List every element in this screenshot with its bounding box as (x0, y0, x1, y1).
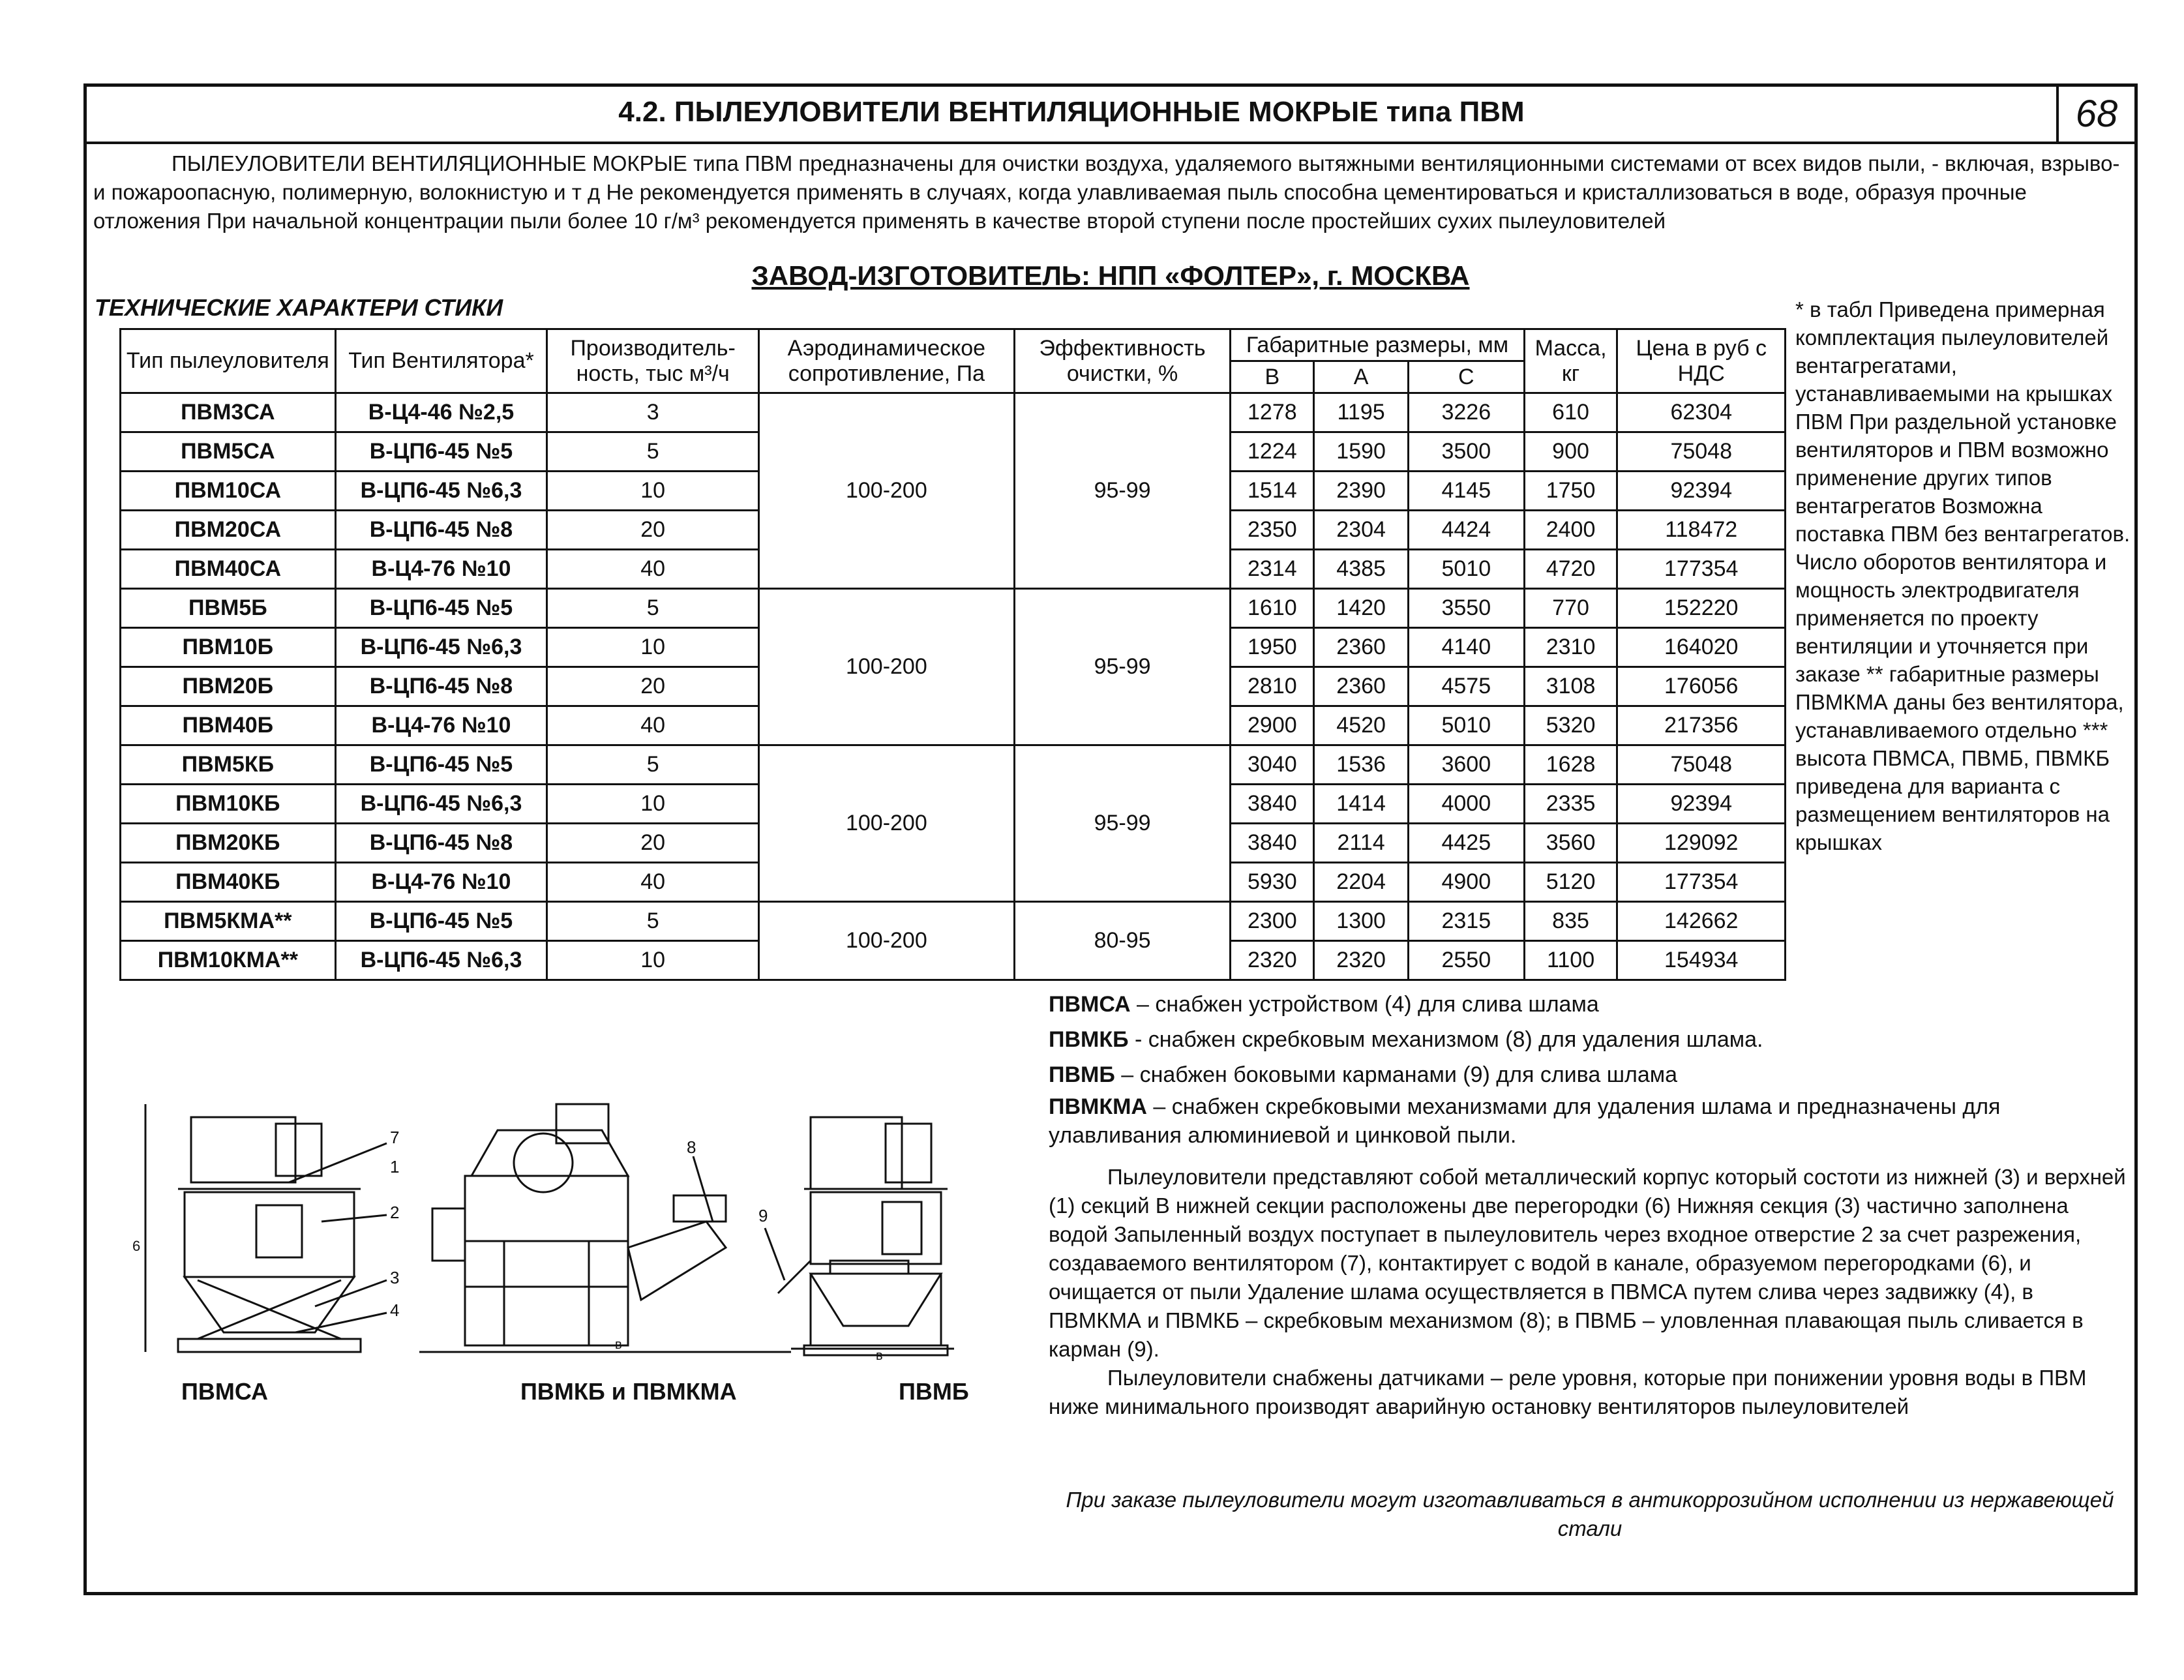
cell-dim-a: 2114 (1314, 824, 1409, 863)
table-row (121, 393, 1786, 432)
cell-type: ПВМ10КМА** (121, 941, 336, 980)
cell-mass: 1628 (1524, 745, 1617, 785)
cell-capacity: 10 (547, 628, 759, 667)
cell-capacity: 10 (547, 785, 759, 824)
svg-text:8: 8 (687, 1137, 696, 1157)
cell-dim-a: 4520 (1314, 706, 1409, 745)
cell-price: 62304 (1617, 393, 1786, 432)
svg-text:6: 6 (132, 1238, 141, 1254)
drawing-label-pvmb: ПВМБ (899, 1378, 969, 1405)
manufacturer-heading: ЗАВОД-ИЗГОТОВИТЕЛЬ: НПП «ФОЛТЕР», г. МОСКВА (751, 260, 1470, 291)
cell-dim-b: 1950 (1231, 628, 1314, 667)
svg-text:3: 3 (390, 1268, 400, 1287)
cell-price: 92394 (1617, 785, 1786, 824)
cell-dim-c: 4900 (1408, 863, 1524, 902)
cell-dim-b: 3840 (1231, 824, 1314, 863)
cell-mass: 610 (1524, 393, 1617, 432)
cell-dim-a: 2320 (1314, 941, 1409, 980)
col-header-dim-c: С (1408, 361, 1524, 393)
cell-mass: 4720 (1524, 550, 1617, 589)
cell-fan: В-ЦП6-45 №8 (335, 667, 547, 706)
page-number: 68 (2056, 87, 2134, 142)
cell-capacity: 40 (547, 550, 759, 589)
cell-fan: В-ЦП6-45 №6,3 (335, 785, 547, 824)
page-title: 4.2. ПЫЛЕУЛОВИТЕЛИ ВЕНТИЛЯЦИОННЫЕ МОКРЫЕ типа ПВМ (618, 96, 1525, 128)
svg-text:1: 1 (390, 1157, 400, 1177)
cell-fan: В-ЦП6-45 №5 (335, 589, 547, 628)
cell-fan: В-Ц4-46 №2,5 (335, 393, 547, 432)
svg-text:2: 2 (390, 1203, 400, 1222)
cell-dim-b: 2810 (1231, 667, 1314, 706)
cell-mass: 5320 (1524, 706, 1617, 745)
cell-type: ПВМ5КМА** (121, 902, 336, 941)
cell-capacity: 5 (547, 745, 759, 785)
cell-dim-c: 3600 (1408, 745, 1524, 785)
cell-capacity: 20 (547, 511, 759, 550)
cell-price: 164020 (1617, 628, 1786, 667)
cell-fan: В-Ц4-76 №10 (335, 550, 547, 589)
cell-dim-a: 1195 (1314, 393, 1409, 432)
cell-dim-c: 4000 (1408, 785, 1524, 824)
cell-dim-c: 4424 (1408, 511, 1524, 550)
cell-fan: В-ЦП6-45 №5 (335, 902, 547, 941)
cell-dim-b: 2900 (1231, 706, 1314, 745)
svg-text:7: 7 (390, 1128, 400, 1147)
cell-capacity: 40 (547, 706, 759, 745)
cell-dim-c: 5010 (1408, 550, 1524, 589)
svg-text:4: 4 (390, 1300, 400, 1320)
cell-dim-a: 2304 (1314, 511, 1409, 550)
cell-capacity: 20 (547, 667, 759, 706)
cell-price: 142662 (1617, 902, 1786, 941)
cell-fan: В-ЦП6-45 №6,3 (335, 472, 547, 511)
col-header-capacity: Производитель-ность, тыс м³/ч (547, 329, 759, 393)
cell-mass: 2310 (1524, 628, 1617, 667)
cell-type: ПВМ5Б (121, 589, 336, 628)
svg-text:в: в (615, 1338, 622, 1352)
cell-price: 152220 (1617, 589, 1786, 628)
cell-type: ПВМ20Б (121, 667, 336, 706)
col-header-efficiency: Эффективность очистки, % (1014, 329, 1231, 393)
svg-text:в: в (876, 1349, 883, 1363)
col-header-mass: Масса, кг (1524, 329, 1617, 393)
cell-fan: В-ЦП6-45 №5 (335, 432, 547, 472)
page-frame (83, 83, 2138, 1595)
cell-resistance: 100-200 (759, 589, 1015, 745)
cell-type: ПВМ40КБ (121, 863, 336, 902)
cell-price: 129092 (1617, 824, 1786, 863)
cell-fan: В-ЦП6-45 №8 (335, 511, 547, 550)
cell-price: 75048 (1617, 432, 1786, 472)
cell-dim-b: 1224 (1231, 432, 1314, 472)
cell-type: ПВМ40Б (121, 706, 336, 745)
cell-dim-a: 1590 (1314, 432, 1409, 472)
cell-type: ПВМ20КБ (121, 824, 336, 863)
table-footnotes: * в табл Приведена примерная комплектация пылеуловителей вентагрегатами, устанавливаемыми на крышках ПВМ При раздельной установке вентиляторов и ПВМ возможно применение других типов вентагрегатов Возможна поставка ПВМ без вентагрегатов. Число оборотов вентилятора и мощность электродвигателя применяется по проекту вентиляции и уточняется при заказе ** габаритные размеры ПВМКМА даны без вентилятора, устанавливаемого отдельно *** высота ПВМСА, ПВМБ, ПВМКБ приведена для варианта с размещением вентиляторов на крышках (1795, 297, 2131, 854)
cell-type: ПВМ3СА (121, 393, 336, 432)
cell-mass: 3560 (1524, 824, 1617, 863)
cell-dim-a: 2360 (1314, 667, 1409, 706)
drawing-pvmsa (126, 1091, 439, 1365)
cell-price: 217356 (1617, 706, 1786, 745)
model-note: ПВМКБ - снабжен скребковым механизмом (8) для удаления шлама. (1049, 1027, 1763, 1052)
cell-resistance: 100-200 (759, 393, 1015, 589)
cell-dim-b: 2314 (1231, 550, 1314, 589)
cell-dim-b: 2300 (1231, 902, 1314, 941)
description-paragraph: Пылеуловители снабжены датчиками – реле уровня, которые при понижении уровня воды в ПВМ ниже минимального производят аварийную остановку вентиляторов пылеуловителей (1049, 1366, 2087, 1418)
cell-price: 176056 (1617, 667, 1786, 706)
cell-fan: В-ЦП6-45 №6,3 (335, 628, 547, 667)
cell-capacity: 5 (547, 589, 759, 628)
cell-dim-a: 2204 (1314, 863, 1409, 902)
tech-characteristics-label: ТЕХНИЧЕСКИЕ ХАРАКТЕРИ СТИКИ (95, 294, 503, 321)
cell-mass: 900 (1524, 432, 1617, 472)
cell-dim-b: 1514 (1231, 472, 1314, 511)
cell-dim-b: 3840 (1231, 785, 1314, 824)
cell-dim-a: 1420 (1314, 589, 1409, 628)
table-row (121, 902, 1786, 941)
cell-capacity: 5 (547, 902, 759, 941)
cell-dim-c: 2550 (1408, 941, 1524, 980)
model-notes (1049, 987, 2131, 1150)
cell-mass: 770 (1524, 589, 1617, 628)
cell-capacity: 5 (547, 432, 759, 472)
cell-type: ПВМ10КБ (121, 785, 336, 824)
table-row (121, 589, 1786, 628)
cell-capacity: 10 (547, 472, 759, 511)
cell-fan: В-Ц4-76 №10 (335, 706, 547, 745)
cell-efficiency: 95-99 (1014, 393, 1231, 589)
description (1049, 1163, 2131, 1421)
cell-dim-c: 5010 (1408, 706, 1524, 745)
cell-fan: В-ЦП6-45 №6,3 (335, 941, 547, 980)
cell-price: 75048 (1617, 745, 1786, 785)
drawing-pvmb (739, 1091, 1013, 1365)
cell-type: ПВМ5СА (121, 432, 336, 472)
cell-dim-b: 2350 (1231, 511, 1314, 550)
title-bar (87, 87, 2134, 144)
col-header-resistance: Аэродинамическое сопротивление, Па (759, 329, 1015, 393)
cell-dim-b: 1610 (1231, 589, 1314, 628)
col-header-dim-a: А (1314, 361, 1409, 393)
cell-dim-a: 4385 (1314, 550, 1409, 589)
drawing-label-pvmsa: ПВМСА (181, 1378, 268, 1405)
cell-price: 177354 (1617, 863, 1786, 902)
cell-type: ПВМ20СА (121, 511, 336, 550)
cell-mass: 3108 (1524, 667, 1617, 706)
cell-price: 177354 (1617, 550, 1786, 589)
cell-mass: 2335 (1524, 785, 1617, 824)
model-note: ПВМСА – снабжен устройством (4) для слива шлама (1049, 992, 1599, 1017)
cell-resistance: 100-200 (759, 745, 1015, 902)
drawing-label-pvmkb: ПВМКБ и ПВМКМА (520, 1378, 737, 1405)
cell-mass: 2400 (1524, 511, 1617, 550)
col-header-dimensions: Габаритные размеры, мм (1231, 329, 1524, 361)
cell-type: ПВМ40СА (121, 550, 336, 589)
cell-mass: 1750 (1524, 472, 1617, 511)
cell-type: ПВМ10Б (121, 628, 336, 667)
cell-dim-b: 3040 (1231, 745, 1314, 785)
col-header-type: Тип пылеуловителя (121, 329, 336, 393)
cell-dim-c: 4575 (1408, 667, 1524, 706)
cell-efficiency: 80-95 (1014, 902, 1231, 980)
col-header-fan: Тип Вентилятора* (335, 329, 547, 393)
cell-efficiency: 95-99 (1014, 589, 1231, 745)
svg-text:9: 9 (758, 1206, 768, 1225)
cell-type: ПВМ10СА (121, 472, 336, 511)
cell-capacity: 40 (547, 863, 759, 902)
cell-dim-a: 2360 (1314, 628, 1409, 667)
cell-fan: В-ЦП6-45 №5 (335, 745, 547, 785)
cell-fan: В-Ц4-76 №10 (335, 863, 547, 902)
model-note: ПВМБ – снабжен боковыми карманами (9) для слива шлама (1049, 1062, 1678, 1087)
cell-dim-c: 4140 (1408, 628, 1524, 667)
cell-type: ПВМ5КБ (121, 745, 336, 785)
cell-price: 118472 (1617, 511, 1786, 550)
cell-dim-a: 1414 (1314, 785, 1409, 824)
cell-dim-c: 4425 (1408, 824, 1524, 863)
cell-capacity: 10 (547, 941, 759, 980)
cell-dim-b: 2320 (1231, 941, 1314, 980)
cell-mass: 1100 (1524, 941, 1617, 980)
cell-dim-c: 3550 (1408, 589, 1524, 628)
col-header-price: Цена в руб с НДС (1617, 329, 1786, 393)
cell-resistance: 100-200 (759, 902, 1015, 980)
cell-dim-a: 1300 (1314, 902, 1409, 941)
cell-dim-b: 1278 (1231, 393, 1314, 432)
cell-dim-a: 2390 (1314, 472, 1409, 511)
cell-capacity: 20 (547, 824, 759, 863)
cell-capacity: 3 (547, 393, 759, 432)
cell-price: 154934 (1617, 941, 1786, 980)
cell-mass: 835 (1524, 902, 1617, 941)
table-row (121, 745, 1786, 785)
cell-dim-c: 2315 (1408, 902, 1524, 941)
cell-efficiency: 95-99 (1014, 745, 1231, 902)
cell-mass: 5120 (1524, 863, 1617, 902)
col-header-dim-b: В (1231, 361, 1314, 393)
spec-table (119, 328, 1786, 981)
cell-price: 92394 (1617, 472, 1786, 511)
cell-dim-c: 4145 (1408, 472, 1524, 511)
model-note: ПВМКМА – снабжен скребковыми механизмами для удаления шлама и предназначены для улавливания алюминиевой и цинковой пыли. (1049, 1094, 2001, 1148)
order-note: При заказе пылеуловители могут изготавливаться в антикоррозийном исполнении из нержавеющей стали (1066, 1488, 2114, 1540)
cell-dim-c: 3226 (1408, 393, 1524, 432)
cell-dim-b: 5930 (1231, 863, 1314, 902)
intro-paragraph: ПЫЛЕУЛОВИТЕЛИ ВЕНТИЛЯЦИОННЫЕ МОКРЫЕ типа ПВМ предназначены для очистки воздуха, удаляемого вытяжными вентиляционными системами от всех видов пыли, - включая, взрыво- и пожароопасную, полимерную, волокнистую и т д Не рекомендуется применять в случаях, когда улавливаемая пыль способна цементироваться и кристаллизоваться в воде, образуя прочные отложения При начальной концентрации пыли более 10 г/м³ рекомендуется применять в качестве второй ступени после простейших сухих пылеуловителей (93, 151, 2120, 233)
cell-fan: В-ЦП6-45 №8 (335, 824, 547, 863)
cell-dim-c: 3500 (1408, 432, 1524, 472)
description-paragraph: Пылеуловители представляют собой металлический корпус который состоти из нижней (3) и верхней (1) секций В нижней секции расположены две перегородки (6) Нижняя секция (3) частично заполнена водой Запыленный воздух поступает в пылеуловитель через входное отверстие 2 за счет разрежения, создаваемого вентилятором (7), контактирует с водой в канале, образуемом перегородками (6), и очищается от пыли Удаление шлама осуществляется в ПВМСА путем слива через задвижку (4), в ПВМКМА и ПВМКБ – скребковым механизмом (8); в ПВМБ – уловленная плавающая пыль сливается в карман (9). (1049, 1165, 2126, 1361)
cell-dim-a: 1536 (1314, 745, 1409, 785)
